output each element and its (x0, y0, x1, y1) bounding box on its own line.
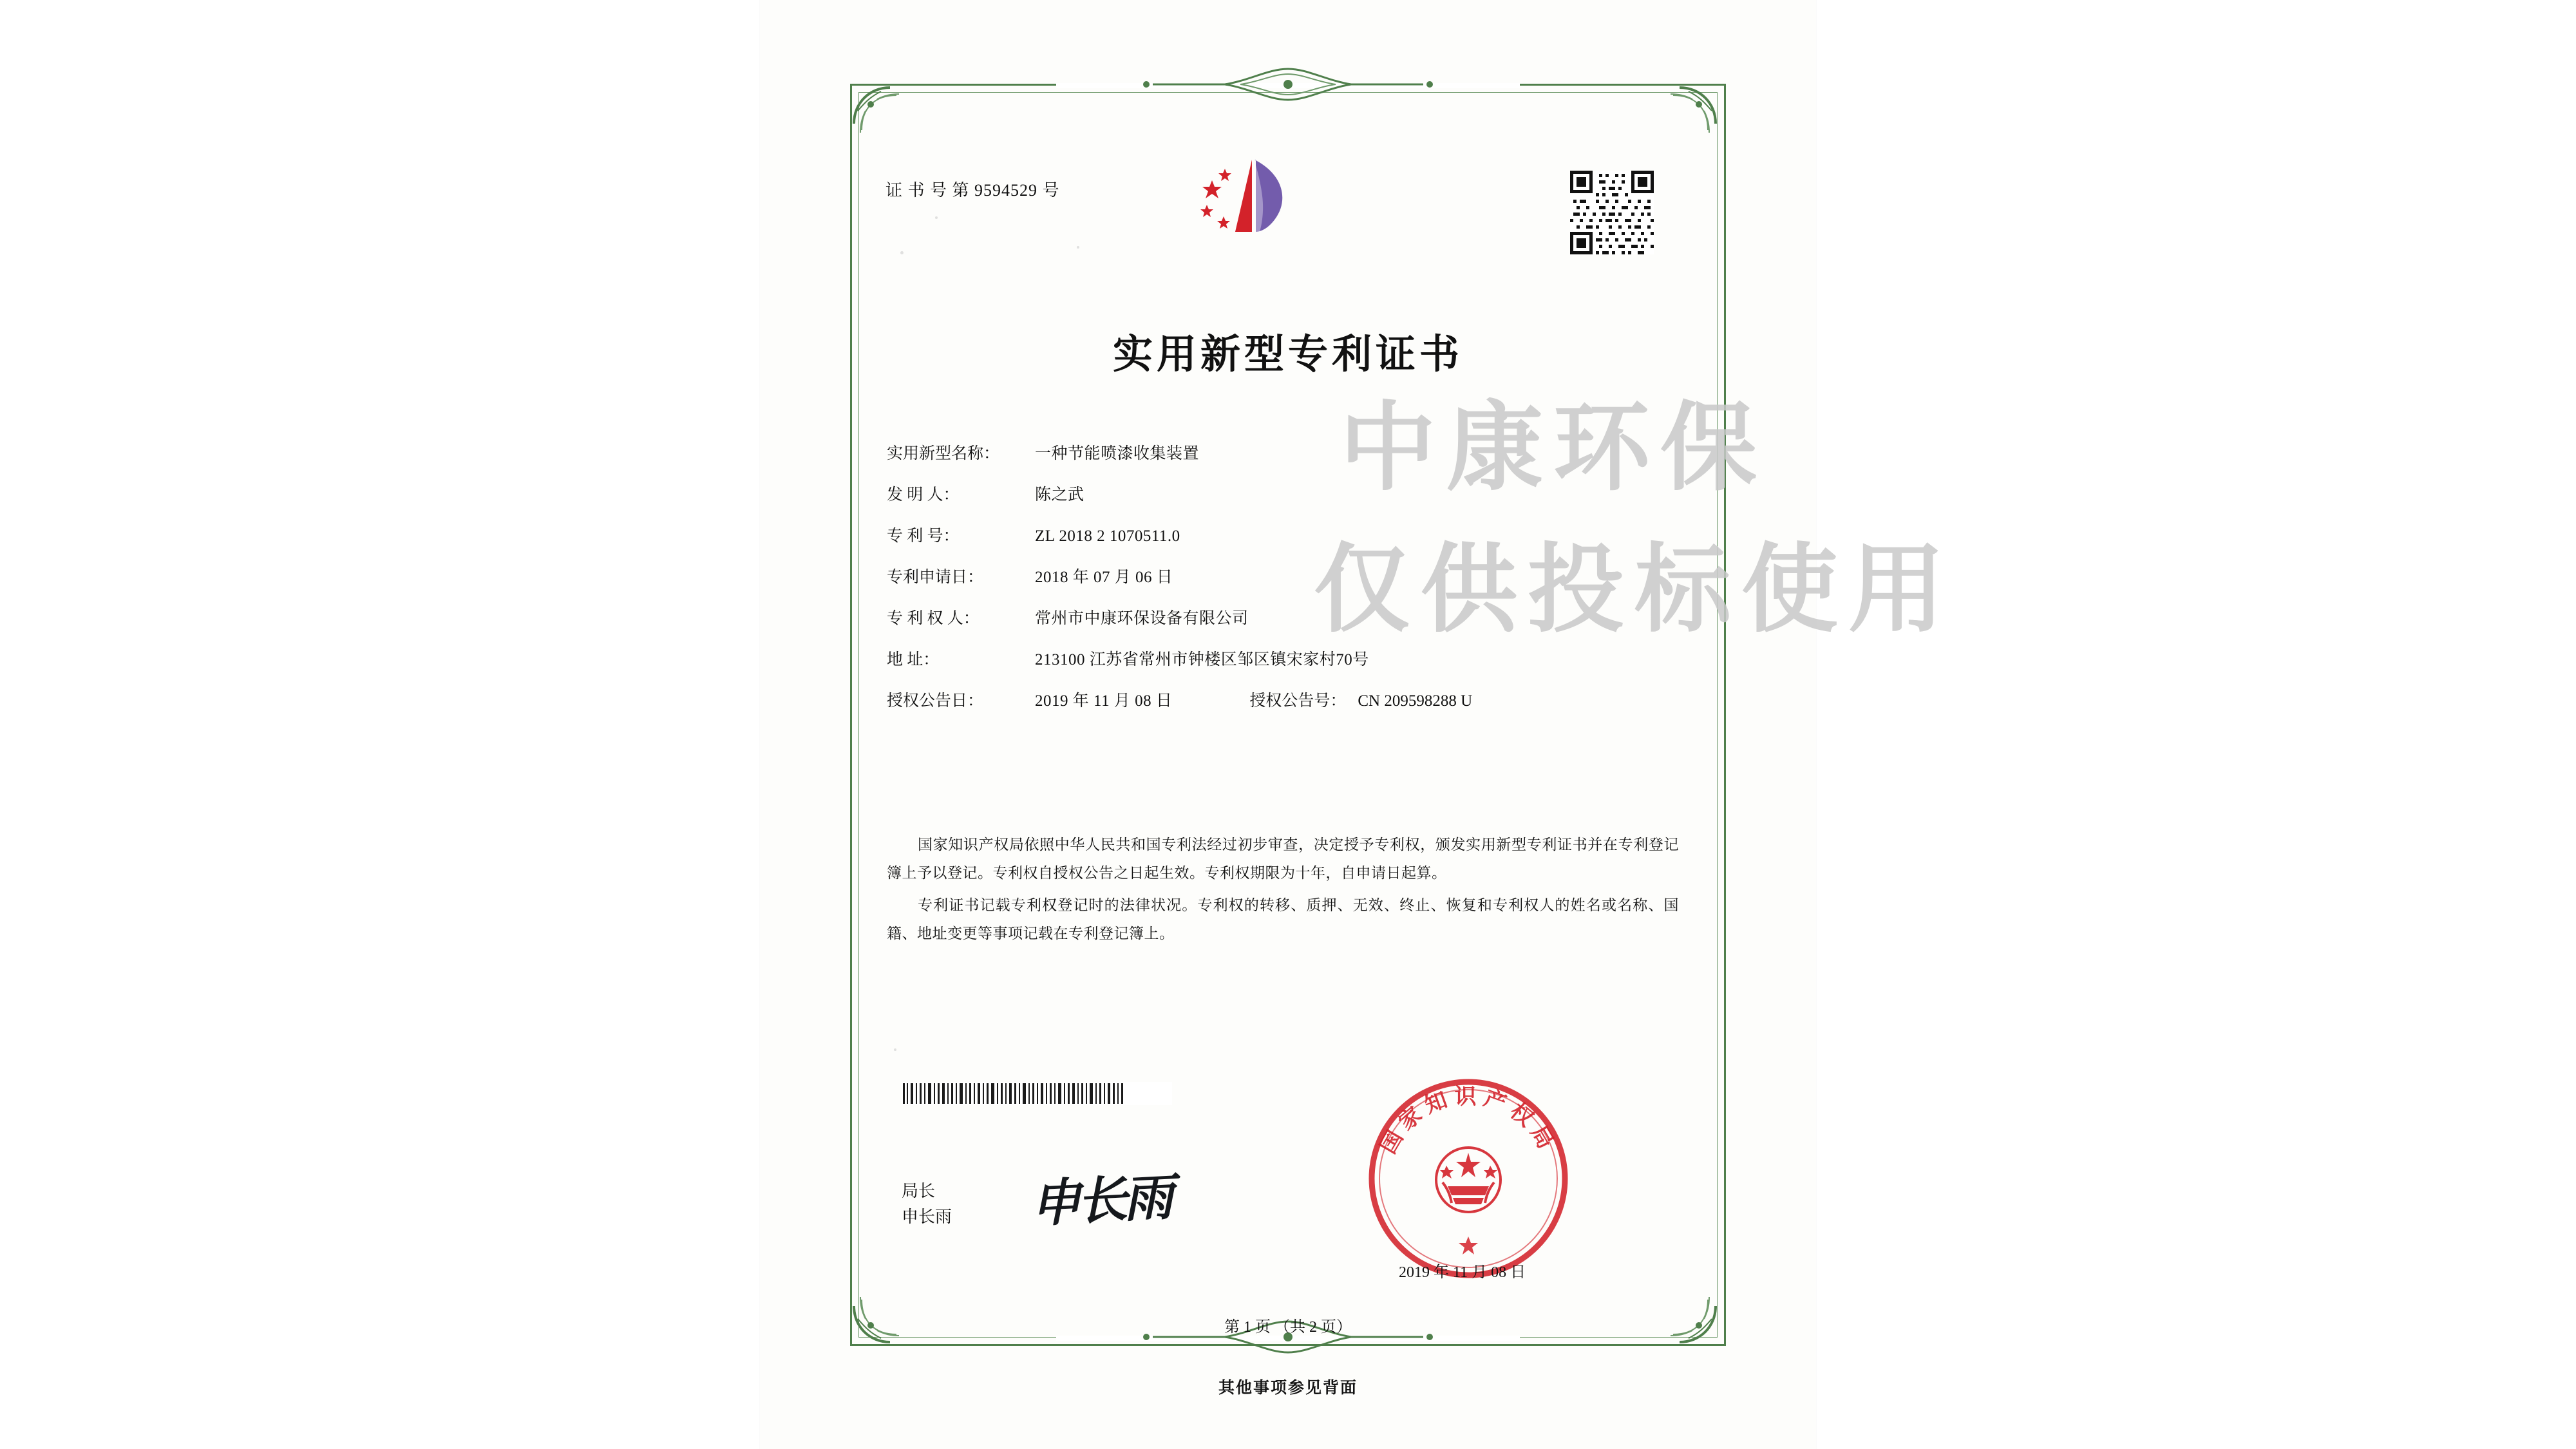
field-label: 专 利 权 人： (887, 610, 980, 627)
field-row-utility-model-name (887, 444, 1672, 464)
field-label: 发 明 人： (887, 486, 960, 504)
field-label: 专 利 号： (887, 527, 960, 545)
field-value: 一种节能喷漆收集装置 (1035, 445, 1200, 462)
handwritten-signature: 申长雨 (1028, 1168, 1171, 1234)
field-value: ZL 2018 2 1070511.0 (1035, 527, 1180, 545)
back-side-note: 其他事项参见背面 (1218, 1379, 1358, 1397)
page-indicator: 第 1 页 （共 2 页） (1224, 1319, 1352, 1336)
cnipa-logo-icon (1193, 155, 1315, 245)
signature-block (902, 1179, 952, 1230)
field-value-grant-date: 2019 年 11 月 08 日 (1035, 692, 1173, 710)
barcode (902, 1082, 1172, 1105)
field-value-grant-number: CN 209598288 U (1358, 692, 1473, 710)
scan-speck (935, 216, 938, 219)
field-row-grant-announcement (887, 692, 1672, 711)
certificate-fields (887, 444, 1672, 733)
scan-speck (1077, 246, 1079, 249)
field-label: 地 址： (887, 651, 940, 668)
top-ornament (1056, 66, 1520, 105)
field-value: 常州市中康环保设备有限公司 (1035, 610, 1249, 627)
legal-paragraph-2: 专利证书记载专利权登记时的法律状况。专利权的转移、质押、无效、终止、恢复和专利权人的姓名或名称、国籍、地址变更等事项记载在专利登记簿上。 (887, 897, 1679, 942)
scan-speck (894, 1048, 896, 1051)
field-row-address (887, 650, 1672, 670)
field-label: 实用新型名称： (887, 445, 1000, 462)
seal-date: 2019 年 11 月 08 日 (1399, 1264, 1526, 1281)
svg-text:国家知识产权局: 国家知识产权局 (1375, 1084, 1562, 1159)
qr-code (1570, 171, 1654, 254)
field-label: 专利申请日： (887, 569, 984, 586)
field-row-application-date (887, 568, 1672, 587)
director-title-label: 局长 (902, 1182, 936, 1200)
field-row-patent-number (887, 527, 1672, 546)
field-label-grant-number: 授权公告号： (1249, 692, 1347, 710)
field-value: 陈之武 (1035, 486, 1084, 504)
field-value: 213100 江苏省常州市钟楼区邹区镇宋家村70号 (1035, 651, 1369, 668)
watermark-line-1: 中康环保 (1340, 391, 1768, 504)
official-seal (1365, 1075, 1571, 1282)
page-title: 实用新型专利证书 (1112, 330, 1463, 377)
field-row-patentee (887, 609, 1672, 629)
field-label-grant-date: 授权公告日： (887, 692, 984, 710)
field-row-inventor (887, 486, 1672, 505)
watermark-line-2: 仅供投标使用 (1314, 533, 1956, 646)
director-name-label: 申长雨 (902, 1208, 952, 1226)
field-value: 2018 年 07 月 06 日 (1035, 569, 1173, 586)
legal-paragraph-1: 国家知识产权局依照中华人民共和国专利法经过初步审查，决定授予专利权，颁发实用新型专利证书并在专利登记簿上予以登记。专利权自授权公告之日起生效。专利权期限为十年，自申请日起算。 (887, 837, 1679, 881)
legal-text (887, 831, 1679, 952)
scan-speck (900, 251, 904, 254)
certificate-number: 证 书 号 第 9594529 号 (886, 181, 1060, 200)
